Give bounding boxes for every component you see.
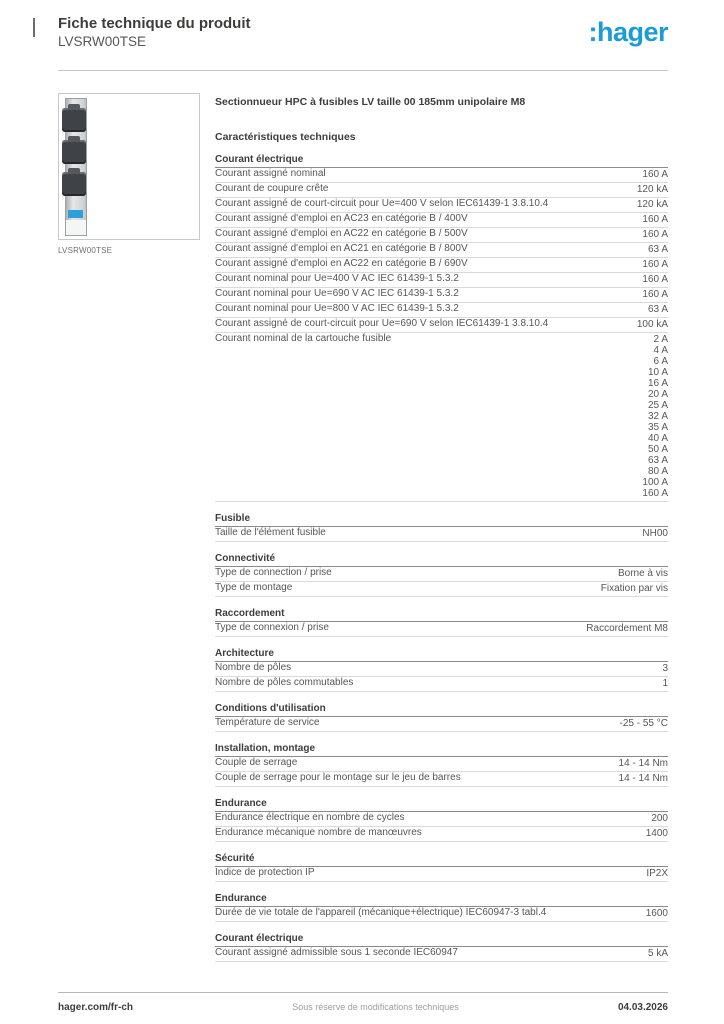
spec-value: 35 A — [647, 422, 668, 433]
spec-value: 160 A — [642, 214, 668, 225]
spec-section — [215, 854, 668, 882]
spec-values — [642, 274, 668, 285]
spec-row — [215, 168, 668, 183]
spec-values — [637, 319, 668, 330]
spec-label: Courant assigné de court-circuit pour Ue=400 V selon IEC61439-1 3.8.10.4 — [215, 198, 549, 209]
spec-row — [215, 213, 668, 228]
hager-logo: :hager — [588, 17, 668, 47]
product-image-column — [58, 90, 200, 962]
spec-row — [215, 243, 668, 258]
fuse-handle — [62, 140, 86, 164]
spec-value: 40 A — [647, 433, 668, 444]
spec-value: 160 A — [642, 488, 668, 499]
spec-section — [215, 649, 668, 692]
spec-row — [215, 947, 668, 962]
spec-section — [215, 934, 668, 962]
spec-value: 1600 — [645, 908, 668, 919]
product-reference: LVSRW00TSE — [58, 34, 147, 49]
spec-values — [642, 334, 668, 499]
footer-disclaimer: Sous réserve de modifications techniques — [292, 1002, 459, 1012]
spec-value: 6 A — [653, 356, 668, 367]
spec-value: Borne à vis — [617, 568, 668, 579]
spec-row — [215, 258, 668, 273]
spec-section — [215, 799, 668, 842]
spec-label: Nombre de pôles commutables — [215, 677, 354, 688]
spec-values — [642, 259, 668, 270]
spec-value: Fixation par vis — [600, 583, 668, 594]
spec-row — [215, 662, 668, 677]
spec-values — [648, 304, 668, 315]
spec-section — [215, 609, 668, 637]
spec-row — [215, 333, 668, 502]
spec-label: Couple de serrage pour le montage sur le jeu de barres — [215, 772, 461, 783]
spec-value: 160 A — [642, 169, 668, 180]
fuse-handle — [62, 108, 86, 132]
spec-label: Température de service — [215, 717, 320, 728]
spec-row — [215, 198, 668, 213]
spec-label: Courant de coupure crête — [215, 183, 329, 194]
footer — [58, 992, 668, 1013]
spec-label: Courant assigné d'emploi en AC22 en catégorie B / 690V — [215, 258, 468, 269]
spec-section — [215, 704, 668, 732]
spec-row — [215, 303, 668, 318]
spec-value: 4 A — [653, 345, 668, 356]
spec-values — [619, 758, 668, 769]
header-divider — [58, 70, 668, 71]
spec-label: Courant nominal pour Ue=690 V AC IEC 61439-1 5.3.2 — [215, 288, 459, 299]
spec-values — [646, 868, 668, 879]
section-title: Endurance — [215, 799, 668, 812]
section-title: Fusible — [215, 514, 668, 527]
footer-row — [58, 1002, 668, 1013]
spec-row — [215, 717, 668, 732]
spec-value: 100 A — [642, 477, 668, 488]
spec-value: 100 kA — [636, 319, 668, 330]
spec-row — [215, 677, 668, 692]
spec-values — [637, 199, 668, 210]
spec-column — [215, 90, 668, 962]
header — [58, 15, 668, 50]
footer-date: 04.03.2026 — [617, 1002, 668, 1013]
spec-label: Indice de protection IP — [215, 867, 315, 878]
footer-website-link[interactable]: hager.com/fr-ch — [58, 1002, 134, 1013]
fuse-handle — [62, 172, 86, 196]
spec-value: 160 A — [642, 259, 668, 270]
section-title: Courant électrique — [215, 155, 668, 168]
spec-row — [215, 288, 668, 303]
spec-value: 63 A — [647, 244, 668, 255]
spec-value: 1400 — [645, 828, 668, 839]
spec-value: 160 A — [642, 229, 668, 240]
spec-values — [642, 214, 668, 225]
spec-label: Type de connection / prise — [215, 567, 332, 578]
spec-label: Courant assigné d'emploi en AC23 en catégorie B / 400V — [215, 213, 468, 224]
section-title: Connectivité — [215, 554, 668, 567]
spec-value: Raccordement M8 — [586, 623, 668, 634]
spec-value: 80 A — [647, 466, 668, 477]
main-content — [58, 90, 668, 962]
spec-label: Taille de l'élément fusible — [215, 527, 326, 538]
spec-value: -25 - 55 °C — [619, 718, 668, 729]
spec-value: 10 A — [647, 367, 668, 378]
spec-values — [642, 169, 668, 180]
fuse-strip-base — [66, 220, 86, 235]
spec-values — [642, 289, 668, 300]
spec-row — [215, 183, 668, 198]
spec-values — [642, 229, 668, 240]
spec-value: IP2X — [646, 868, 668, 879]
spec-section — [215, 554, 668, 597]
spec-values — [618, 568, 668, 579]
spec-values — [620, 718, 668, 729]
spec-value: NH00 — [642, 528, 668, 539]
spec-value: 5 kA — [647, 948, 668, 959]
section-title: Courant électrique — [215, 934, 668, 947]
spec-value: 120 kA — [636, 199, 668, 210]
spec-value: 25 A — [647, 400, 668, 411]
spec-label: Courant assigné nominal — [215, 168, 326, 179]
spec-sections — [215, 155, 668, 962]
spec-value: 160 A — [642, 289, 668, 300]
spec-row — [215, 772, 668, 787]
spec-values — [646, 908, 668, 919]
spec-label: Courant assigné admissible sous 1 seconde IEC60947 — [215, 947, 458, 958]
spec-section — [215, 744, 668, 787]
spec-section — [215, 514, 668, 542]
spec-values — [586, 623, 668, 634]
spec-values — [601, 583, 668, 594]
spec-values — [642, 528, 668, 539]
spec-value: 14 - 14 Nm — [618, 758, 668, 769]
spec-row — [215, 228, 668, 243]
spec-section — [215, 894, 668, 922]
spec-label: Durée de vie totale de l'appareil (mécanique+électrique) IEC60947-3 tabl.4 — [215, 907, 547, 918]
spec-row — [215, 757, 668, 772]
spec-value: 3 — [662, 663, 668, 674]
spec-label: Courant assigné de court-circuit pour Ue=690 V selon IEC61439-1 3.8.10.4 — [215, 318, 549, 329]
section-title: Conditions d'utilisation — [215, 704, 668, 717]
spec-value: 50 A — [647, 444, 668, 455]
spec-row — [215, 582, 668, 597]
header-text — [58, 15, 251, 50]
spec-value: 20 A — [647, 389, 668, 400]
spec-value: 16 A — [647, 378, 668, 389]
spec-value: 200 — [651, 813, 668, 824]
spec-values — [646, 828, 668, 839]
section-title: Endurance — [215, 894, 668, 907]
spec-value: 1 — [662, 678, 668, 689]
spec-values — [648, 948, 668, 959]
page-title: Fiche technique du produit — [58, 15, 251, 32]
fold-mark — [33, 18, 35, 37]
spec-row — [215, 622, 668, 637]
spec-value: 63 A — [647, 304, 668, 315]
spec-row — [215, 827, 668, 842]
spec-value: 14 - 14 Nm — [618, 773, 668, 784]
section-title: Sécurité — [215, 854, 668, 867]
spec-label: Endurance mécanique nombre de manœuvres — [215, 827, 422, 838]
spec-row — [215, 527, 668, 542]
product-image-caption: LVSRW00TSE — [58, 246, 113, 255]
section-title: Architecture — [215, 649, 668, 662]
spec-label: Courant nominal pour Ue=400 V AC IEC 61439-1 5.3.2 — [215, 273, 459, 284]
spec-label: Type de connexion / prise — [215, 622, 329, 633]
spec-row — [215, 318, 668, 333]
product-image — [58, 93, 200, 240]
spec-label: Type de montage — [215, 582, 293, 593]
spec-label: Courant assigné d'emploi en AC22 en catégorie B / 500V — [215, 228, 468, 239]
spec-label: Nombre de pôles — [215, 662, 292, 673]
spec-label: Courant nominal de la cartouche fusible — [215, 333, 392, 344]
spec-value: 32 A — [647, 411, 668, 422]
spec-values — [637, 184, 668, 195]
spec-value: 160 A — [642, 274, 668, 285]
tech-characteristics-heading: Caractéristiques techniques — [215, 131, 356, 143]
spec-row — [215, 273, 668, 288]
product-blue-label — [68, 210, 83, 218]
spec-section — [215, 155, 668, 502]
spec-label: Courant assigné d'emploi en AC21 en catégorie B / 800V — [215, 243, 468, 254]
section-title: Installation, montage — [215, 744, 668, 757]
spec-values — [648, 244, 668, 255]
spec-values — [651, 813, 668, 824]
spec-values — [619, 773, 668, 784]
spec-row — [215, 867, 668, 882]
spec-row — [215, 907, 668, 922]
spec-label: Couple de serrage — [215, 757, 298, 768]
spec-values — [662, 663, 668, 674]
spec-label: Endurance électrique en nombre de cycles — [215, 812, 405, 823]
spec-row — [215, 812, 668, 827]
section-title: Raccordement — [215, 609, 668, 622]
spec-row — [215, 567, 668, 582]
spec-value: 120 kA — [636, 184, 668, 195]
spec-value: 63 A — [647, 455, 668, 466]
footer-divider — [58, 992, 668, 993]
spec-label: Courant nominal pour Ue=800 V AC IEC 61439-1 5.3.2 — [215, 303, 459, 314]
spec-values — [662, 678, 668, 689]
spec-value: 2 A — [653, 334, 668, 345]
product-name: Sectionnueur HPC à fusibles LV taille 00 185mm unipolaire M8 — [215, 96, 526, 108]
